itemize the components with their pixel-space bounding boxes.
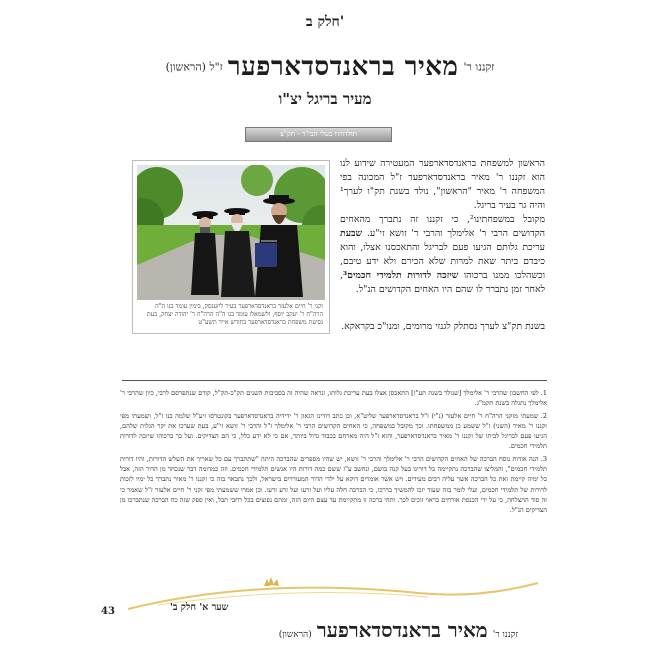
footnote-1: 1. לפי החשבון שהרבי ר' אלימלך [שנולד בשנת תע"ז] התאכסן אצלו בעת עריכת גלותו, ונראה שהיה זה בסביבות השנים תק"כ-תק"ל, קודם שנתפרסם לרבי, כיון שהרבי ר' אלימלך נתגלה בשנת תקמ"ג. [120,389,547,408]
p2-bold-1: שבעת [340,228,363,239]
p2-text-c: , לאחר זמן נתברר לו שהם היו האחים הקדושים הנ"ל. [340,270,545,295]
chapter-title [150,52,510,82]
footnote-2: 2. שמעתי מזקני הרה"ח ר' חיים אלעזר (נ"י) ז"ל בראנדסדארפער שליט"א, וכן כתב דודינו הגאון ר' ידידיה בראנדסדארפער בקונטרסו זיע"ל שלמה בנו ז"ל, ושמעתי מפי זקננו ר' מאיר (השני) ז"ל ששמע כן ממשפחתו. וכך מקובל במשפחה, כי האחים הקדושים הרבי ר' אלימלך ז"ל והרבי ר' זושא זי"ע, בעת שערכו את יקר הגלות שלהם, הגיעו פעם לבריגל לביתו של זקננו ר' מאיר בראנדסדארפער, והוא ז"ל היה מארחם בכבוד גדול ביותר, אם כי לא ידע כלל, כי הם הצדיקים. ועל כך ברכוהו שיזכה לדורות תלמידי חכמים. [120,411,547,451]
p2-text-a: מקובל במשפחתינו², כי זקננו זה נתברך מהאחים הקדושים הרבי ר' אלימלך והרבי ר' זושא זי"ע. [340,214,546,239]
footer-title-main: מאיר בראנדסדארפער [316,618,488,642]
p2-bold-2: שיזכה לדורות תלמידי חכמים³ [342,270,459,281]
paragraph-2 [340,213,545,297]
footer-title-suffix: (הראשון) [278,630,312,640]
part-heading: חלק ב' [305,14,345,30]
paragraph-1: הראשון למשפחת בראנדסדארפער המעטירה שידוע לנו הוא זקננו ר' מאיר בראנדסדארפער ז"ל המכונה בפי המשפחה ר' מאיר "הראשון", נולד בשנת תק"ו לערך¹ והיה גר בעיר בריגל. [340,158,545,211]
page-number: 43 [101,606,115,617]
footnotes [120,388,547,518]
p2-text-b: עריכת גלותם הגיעו פעם לבריגל והתאכסנו אצלו, והוא כיבדם ביתר שאת למרות שלא הכירם ולא ידע טיבם, וכשהלכו ממנו ברכוהו [340,242,546,281]
title-prefix: זקננו ר' [463,60,495,74]
paragraph-3: בשנת תק"צ לערך נסתלק לגנזי מרומים, ומנו"כ בקראקא. [341,321,545,332]
family-photo [137,165,325,300]
title-main: מאיר בראנדסדארפער [227,52,459,82]
footnote-divider [122,380,547,381]
photo-figure [132,160,330,334]
footer-section: שער א' חלק ב' [170,602,229,613]
footnote-3: 3. הנה אודות נוסח הברכה של האחים הקדושים הרבי ר' אלימלך והרבי ר' זושא, יש שהיו מספרים שהברכה היתה "שתתברך עם כל שאריך את השלש הדורות, והיו דורות תלמידי חכמים", והמליצו שהברכה נתקיימה כל דורינו בעל קנה בושם, ונחשב ע"ז ששם כמה דורות היו אנשים תלמידי חכמים. וזה כמדומה דבר שנכחד מן הדור הזה, אבל כל ימיה קיימת ואת כל הברכה אשר עליה רבים מעידים. ויש אשר אומרים דוקא על ילדי הדור המעוררים בישראל, ולכך נתבאר בזה כי זקננו ר' מאיר נתברך כל ימיו לזכות לדורות של תלמידי חכמים, ועלי לומר בזה שעוד יזכו להמשיך בדרכו, כי הברכה חלה עליו ועל זרעו ועל זרע זרעו. וכן אמרו ששמעתי מפי זקני ר' חיים אלעזר ז"ל שאמר כי זה סוד ההצלחה, כי על ידי הכנסת אורחים כראוי זוכים לכך. ותהי ברכה זו מתקיימת עד עצם היום הזה, ומהם נפוצים בכל רחבי תבל, ואין ספק שזה כח הברכה שנתברכו מן הצדיקים הנ"ל. [120,454,547,515]
title-suffix: ז"ל (הראשון) [165,60,223,74]
footer-title [138,618,518,643]
photo-caption: זקני ר' חיים אלעזר בראנדסדארפער בעיר ליזענסק, בימין עומד בנו ה"ה הרה"ח ר' יעקב יוסף, ולשמאלו עומד בנו ה"ה הרה"ח ר' יהודה יצחק, בעת נסיעת משפחת בראנדסדארפער בחודש אייר תשע"ט [146,303,323,326]
section-banner: תולדותיו בעלי הבי"ד - תק"צ [245,127,392,142]
chapter-subtitle: מעיר בריגל יצ"ו [278,90,372,108]
footer-title-prefix: זקננו ר' [492,630,518,640]
